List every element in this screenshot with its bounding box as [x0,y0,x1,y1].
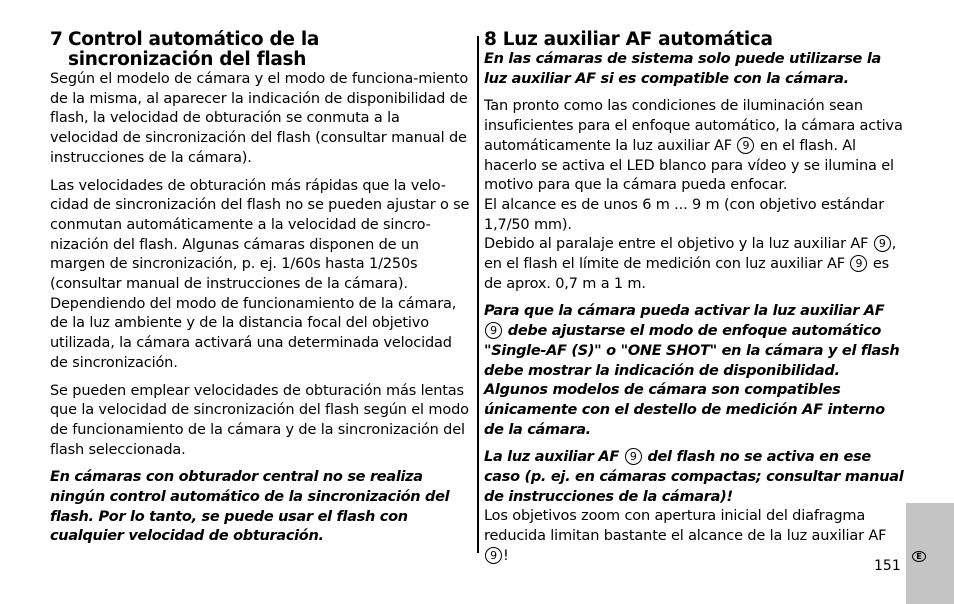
right-column [484,30,904,567]
right-note-3: La luz auxiliar AF 9 del flash no se activa en ese caso (p. ej. en cámaras compactas; consultar manual de instrucciones de la cámara)! [484,449,904,505]
section-7-number: 7 [50,29,63,50]
ref-9-icon: 9 [874,235,891,252]
section-7-heading [50,30,470,70]
left-column [50,30,470,547]
right-paragraph-2: Los objetivos zoom con apertura inicial del diafragma reducida limitan bastante el alcance de la luz auxiliar AF 9 ! [484,508,887,564]
column-divider [477,36,479,553]
page-number: 151 [874,558,901,574]
section-7-title: Control automático de la sincronización del flash [68,29,320,70]
right-paragraph-1: Tan pronto como las condiciones de iluminación sean insuficientes para el enfoque automático, la cámara activa automáticamente la luz auxiliar AF 9 en el flash. Al hacerlo se activa el LED blanco para vídeo y se ilumina el motivo para que la cámara pueda enfocar. El alcance es de unos 6 m ... 9 m (con objetivo estándar 1,7/50 mm). Debido al paralaje entre el objetivo y la luz auxiliar AF 9 , en el flash el límite de medición con luz auxiliar AF 9 es de aprox. 0,7 m a 1 m. [484,98,903,292]
right-note-2: Para que la cámara pueda activar la luz auxiliar AF 9 debe ajustarse el modo de enfoque automático "Single-AF (S)" o "ONE SHOT" en la cámara y el flash debe mostrar la indicación de disponibilidad. Algunos modelos de cámara son compatibles únicamente con el destello de medición AF interno de la cámara. [484,303,900,438]
right-note-1: En las cámaras de sistema solo puede utilizarse la luz auxiliar AF si es compatible con la cámara. [484,51,881,87]
left-paragraph-2: Las velocidades de obturación más rápidas que la velo-cidad de sincronización del flash no se pueden ajustar o se conmutan automáticamente a la velocidad de sincro-nización del flash. Algunas cámaras disponen de un margen de sincronización, p. ej. 1/60s hasta 1/250s (consultar manual de instrucciones de la cámara). Dependiendo del modo de funcionamiento de la cámara, de la luz ambiente y de la distancia focal del objetivo utilizada, la cámara activará una determinada velocidad de sincronización. [50,177,470,371]
ref-9-icon: 9 [485,547,502,564]
ref-9-icon: 9 [850,255,867,272]
language-badge-icon: E [912,551,926,562]
left-paragraph-1: Según el modelo de cámara y el modo de funciona-miento de la misma, al aparecer la indicación de disponibilidad de flash, la velocidad de obturación se conmuta a la velocidad de sincronización del flash (consultar manual de instrucciones de la cámara). [50,71,469,166]
ref-9-icon: 9 [625,448,642,465]
section-8-heading: 8 Luz auxiliar AF automática [484,29,773,50]
ref-9-icon: 9 [737,137,754,154]
left-note-bold: En cámaras con obturador central no se realiza ningún control automático de la sincronización del flash. Por lo tanto, se puede usar el flash con cualquier velocidad de obturación. [50,469,450,545]
ref-9-icon: 9 [485,322,502,339]
left-paragraph-3: Se pueden emplear velocidades de obturación más lentas que la velocidad de sincronización del flash según el modo de funcionamiento de la cámara y de la sincronización del flash seleccionada. [50,382,469,458]
